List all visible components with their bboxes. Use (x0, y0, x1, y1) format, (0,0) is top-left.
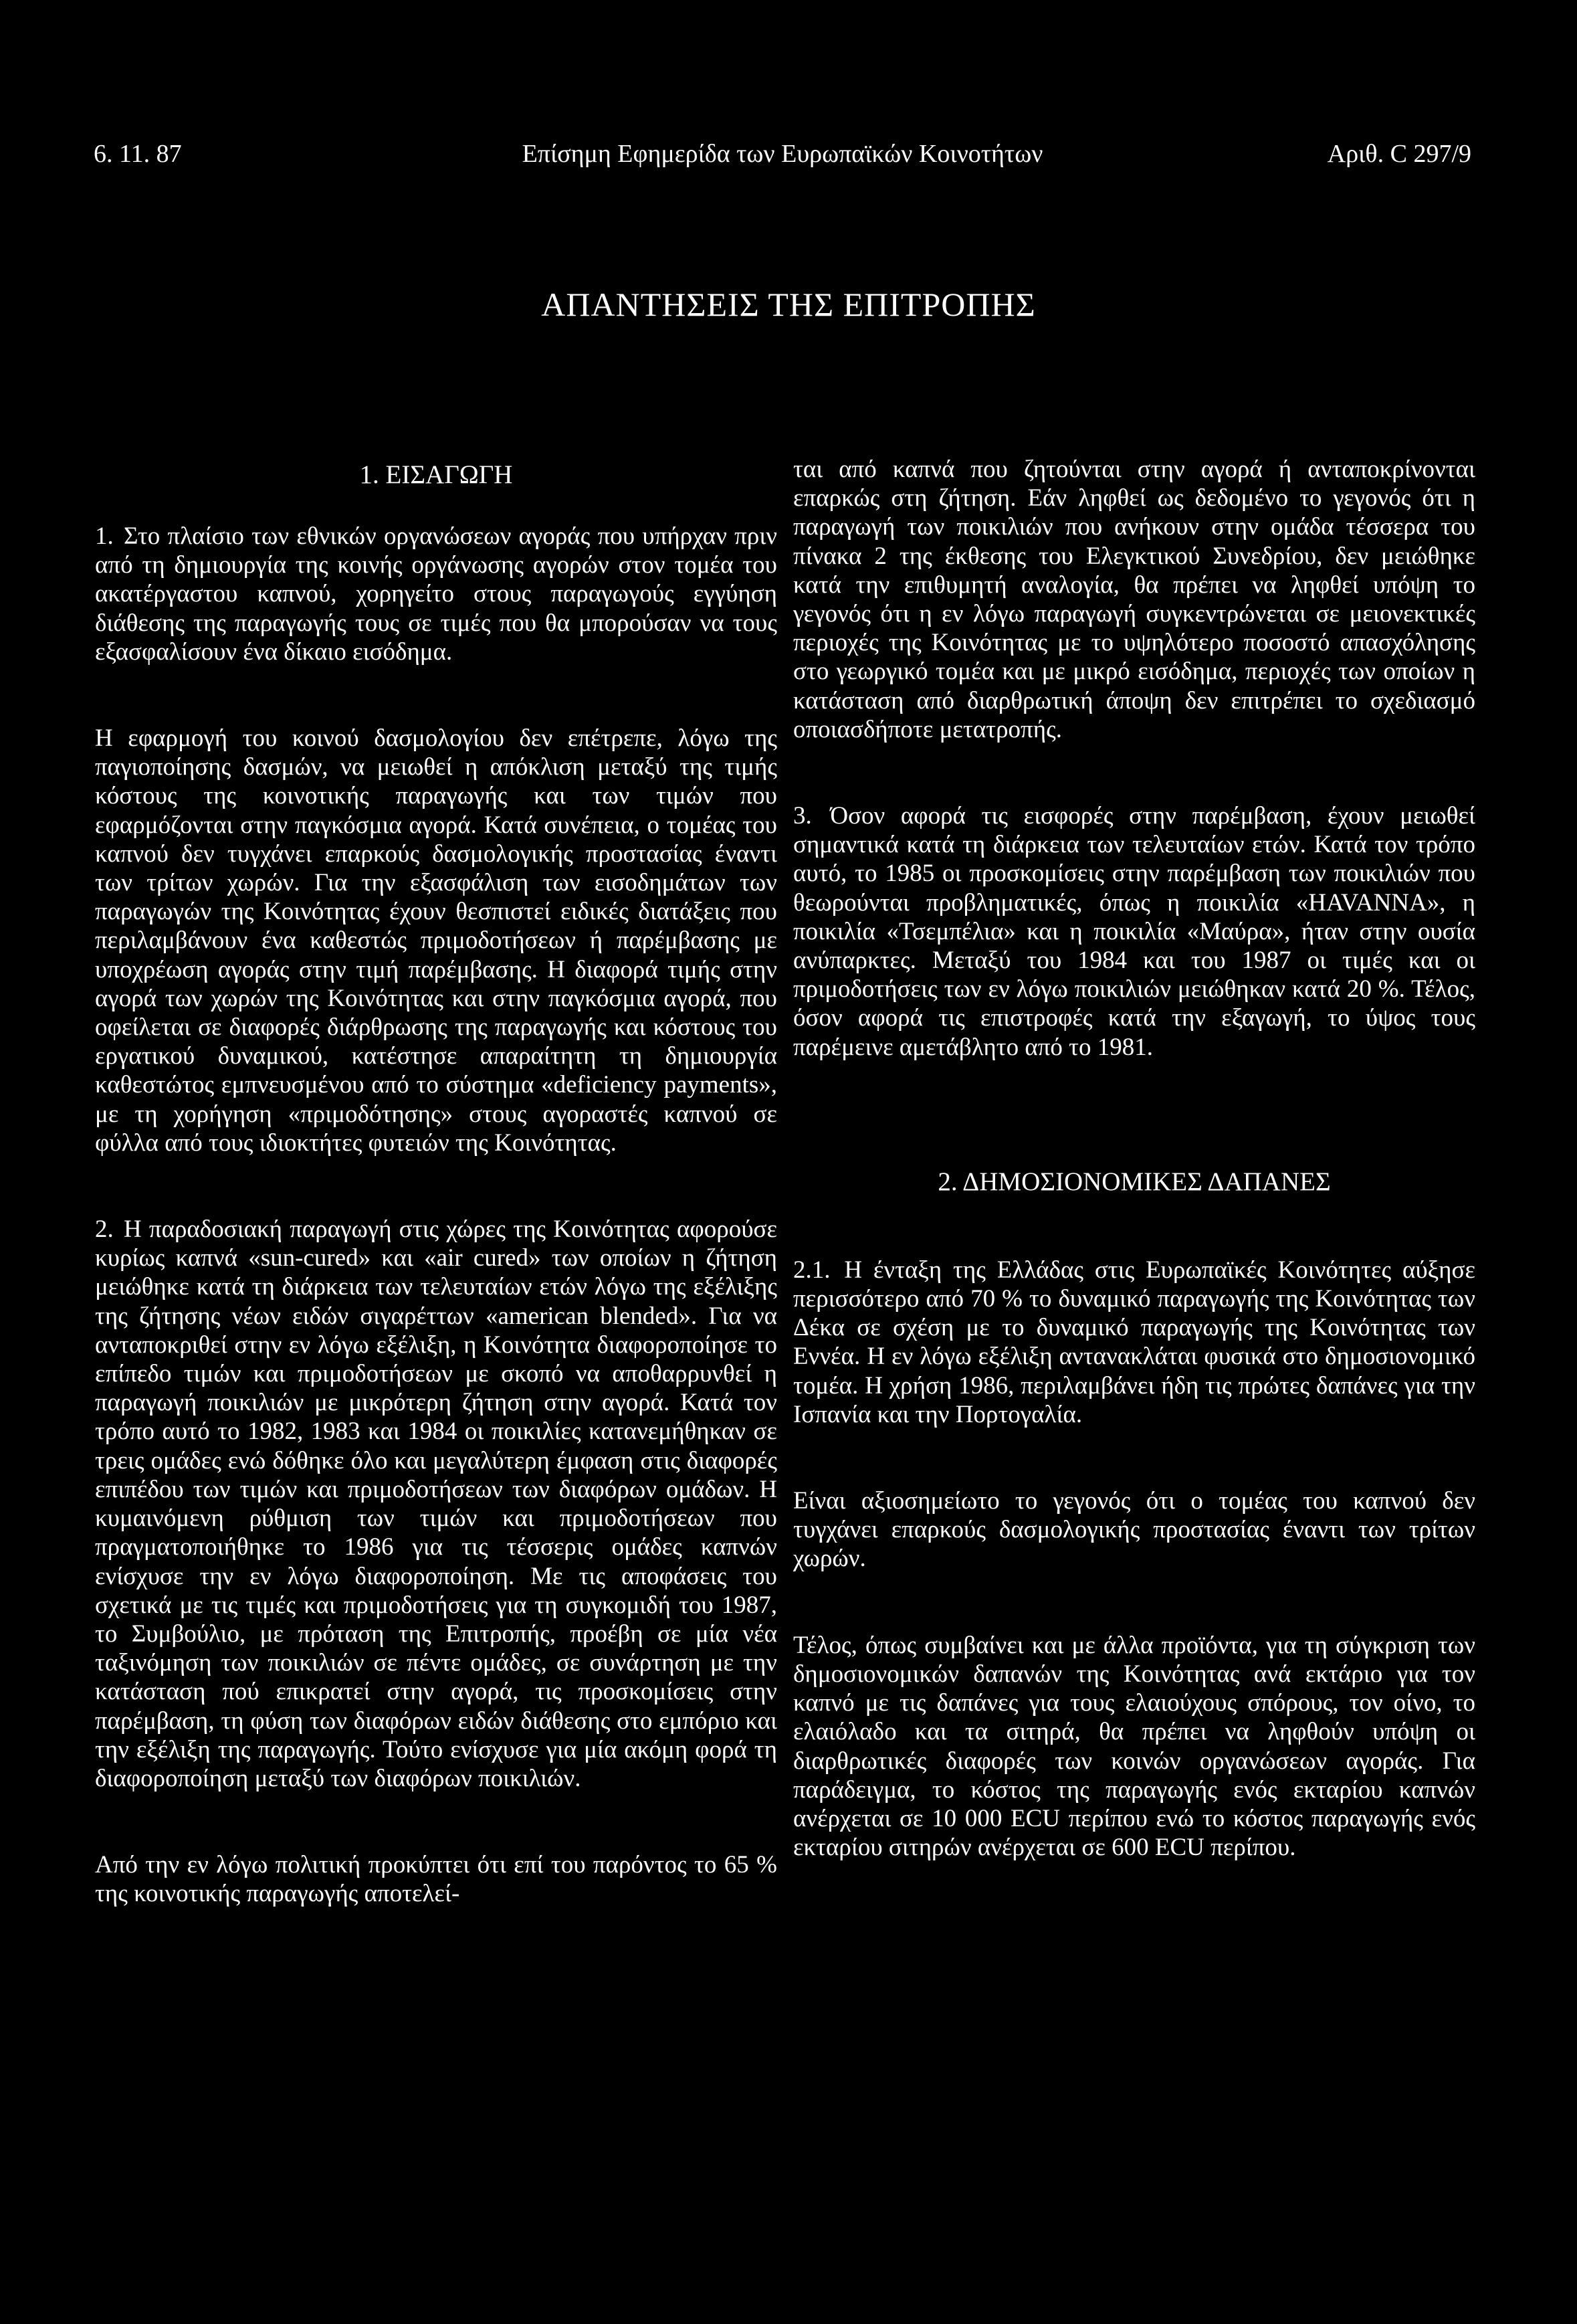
paragraph-text: Στο πλαίσιο των εθνικών οργανώσεων αγοράς που υπήρχαν πριν από τη δημιουργία της κοινής οργάνωσης αγορών στον τομέα του ακατέργαστου καπνού, χορηγείτο στους παραγωγούς εγγύηση διάθεσης της παραγωγής τους σε τιμές που θα μπορούσαν να τους εξασφαλίσουν ένα δίκαιο εισόδημα. (95, 522, 778, 666)
paragraph-text: Όσον αφορά τις εισφορές στην παρέμβαση, έχουν μειωθεί σημαντικά κατά τη διάρκεια των τελευταίων ετών. Κατά τον τρόπο αυτό, το 1985 οι προσκομίσεις στην παρέμβαση των ποικιλιών που θεωρούνται προβληματικές, όπως η ποικιλία «HAVANNA», η ποικιλία «Τσεμπέλια» και η ποικιλία «Μαύρα», ήταν στην ουσία ανύπαρκτες. Μεταξύ του 1984 και του 1987 οι τιμές και οι πριμοδοτήσεις των εν λόγω ποικιλιών μειώθηκαν κατά 20 %. Τέλος, όσον αφορά τις επιστροφές κατά την εξαγωγή, το ύψος τους παρέμεινε αμετάβλητο από το 1981. (793, 802, 1476, 1061)
paragraph-4: Από την εν λόγω πολιτική προκύπτει ότι επί του παρόντος το 65 % της κοινοτικής παραγωγής αποτελεί- (95, 1851, 777, 1908)
header-date: 6. 11. 87 (94, 140, 182, 168)
page-header (94, 134, 1471, 174)
section-heading-budget-expenditure: 2. ΔΗΜΟΣΙΟΝΟΜΙΚΕΣ ΔΑΠΑΝΕΣ (938, 1167, 1331, 1196)
paragraph-tariff-note: Είναι αξιοσημείωτο το γεγονός ότι ο τομέας του καπνού δεν τυγχάνει επαρκούς δασμολογικής προστασίας έναντι των τρίτων χωρών. (793, 1487, 1475, 1573)
paragraph-3-interventions (793, 801, 1475, 1062)
paragraph-comparison: Τέλος, όπως συμβαίνει και με άλλα προϊόντα, για τη σύγκριση των δημοσιονομικών δαπανών της Κοινότητας ανά εκτάριο για τον καπνό με τις δαπάνες για τους ελαιούχους σπόρους, τον οίνο, το ελαιόλαδο και τα σιτηρά, θα πρέπει να ληφθούν υπόψη οι διαρθρωτικές διαφορές των κοινών οργανώσεων αγοράς. Για παράδειγμα, το κόστος της παραγωγής ενός εκταρίου καπνών ανέρχεται σε 10 000 ECU περίπου ενώ το κόστος παραγωγής ενός εκταρίου σιτηρών ανέρχεται σε 600 ECU περίπου. (793, 1631, 1475, 1862)
paragraph-number: 2.1. (793, 1256, 831, 1284)
section-heading-introduction: 1. ΕΙΣΑΓΩΓΗ (359, 460, 513, 489)
paragraph-2-1 (793, 1256, 1475, 1429)
left-column (95, 455, 777, 1909)
header-journal-title: Επίσημη Εφημερίδα των Ευρωπαϊκών Κοινοτήτων (522, 140, 1043, 168)
paragraph-number: 1. (95, 522, 114, 550)
header-issue-number: Αριθ. C 297/9 (1327, 140, 1471, 168)
paragraph-1 (95, 522, 777, 666)
paragraph-number: 2. (95, 1216, 114, 1244)
paragraph-continued: ται από καπνά που ζητούνται στην αγορά ή ανταποκρίνονται επαρκώς στη ζήτηση. Εάν ληφθεί ως δεδομένο το γεγονός ότι η παραγωγή των ποικιλιών που ανήκουν στην ομάδα τέσσερα του πίνακα 2 της έκθεσης του Ελεγκτικού Συνεδρίου, δεν μειώθηκε κατά την επιθυμητή αναλογία, θα πρέπει να ληφθεί υπόψη το γεγονός ότι η εν λόγω παραγωγή συγκεντρώνεται σε μειονεκτικές περιοχές της Κοινότητας με το υψηλότερο ποσοστό απασχόλησης στο γεωργικό τομέα και με μικρό εισόδημα, περιοχές των οποίων η κατάσταση από διαρθρωτική άποψη δεν επιτρέπει το σχεδιασμό οποιασδήποτε μετατροπής. (793, 456, 1475, 743)
page-title: ΑΠΑΝΤΗΣΕΙΣ ΤΗΣ ΕΠΙΤΡΟΠΗΣ (541, 286, 1036, 323)
paragraph-3 (95, 1215, 777, 1793)
right-column (793, 455, 1475, 1862)
paragraph-2: Η εφαρμογή του κοινού δασμολογίου δεν επέτρεπε, λόγω της παγιοποίησης δασμών, να μειωθεί η απόκλιση μεταξύ της τιμής κόστους της κοινοτικής παραγωγής και των τιμών που εφαρμόζονται στην παγκόσμια αγορά. Κατά συνέπεια, ο τομέας του καπνού δεν τυγχάνει επαρκούς δασμολογικής προστασίας έναντι των τρίτων χωρών. Για την εξασφάλιση των εισοδημάτων των παραγωγών της Κοινότητας έχουν θεσπιστεί ειδικές διατάξεις που περιλαμβάνουν ένα καθεστώς πριμοδοτήσεων ή παρέμβασης με υποχρέωση αγοράς στην τιμή παρέμβασης. Η διαφορά τιμής στην αγορά των χωρών της Κοινότητας και στην παγκόσμια αγορά, που οφείλεται σε διαφορές διάρθρωσης της παραγωγής και κόστους του εργατικού δυναμικού, κατέστησε απαραίτητη τη δημιουργία καθεστώτος εμπνευσμένου από το σύστημα «deficiency payments», με τη χορήγηση «πριμοδότησης» στους αγοραστές καπνού σε φύλλα από τους ιδιοκτήτες φυτειών της Κοινότητας. (95, 724, 777, 1157)
paragraph-text: Η παραδοσιακή παραγωγή στις χώρες της Κοινότητας αφορούσε κυρίως καπνά «sun-cured» και «air cured» των οποίων η ζήτηση μειώθηκε κατά τη διάρκεια των τελευταίων ετών λόγω της εξέλιξης της ζήτησης νέων ειδών σιγαρέττων «american blended». Για να ανταποκριθεί στην εν λόγω εξέλιξη, η Κοινότητα διαφοροποίησε το επίπεδο τιμών και πριμοδοτήσεων με σκοπό να αποθαρρυνθεί η παραγωγή ποικιλιών με μικρότερη ζήτηση στην αγορά. Κατά τον τρόπο αυτό το 1982, 1983 και 1984 οι ποικιλίες κατανεμήθηκαν σε τρεις ομάδες ενώ δόθηκε όλο και μεγαλύτερη έμφαση στις διαφορές επιπέδου των τιμών και πριμοδοτήσεων των διαφόρων ομάδων. Η κυμαινόμενη ρύθμιση των τιμών και πριμοδοτήσεων που πραγματοποιήθηκε το 1986 για τις τέσσερις ομάδες καπνών ενίσχυσε την εν λόγω διαφοροποίηση. Με τις αποφάσεις του σχετικά με τις τιμές και πριμοδοτήσεις για τη συγκομιδή του 1987, το Συμβούλιο, με πρόταση της Επιτροπής, προέβη σε μία νέα ταξινόμηση των ποικιλιών σε πέντε ομάδες, σε συνάρτηση με την κατάσταση πού επικρατεί στην αγορά, τις προσκομίσεις στην παρέμβαση, τη φύση των διαφόρων ειδών διάθεσης στο εμπόριο και την εξέλιξη της παραγωγής. Τούτο ενίσχυσε για μία ακόμη φορά τη διαφοροποίηση μεταξύ των διαφόρων ποικιλιών. (95, 1216, 778, 1792)
paragraph-number: 3. (793, 802, 812, 830)
paragraph-text: Η ένταξη της Ελλάδας στις Ευρωπαϊκές Κοινότητες αύξησε περισσότερο από 70 % το δυναμικό παραγωγής της Κοινότητας των Δέκα σε σχέση με το δυναμικό παραγωγής της Κοινότητας των Εννέα. Η εν λόγω εξέλιξη αντανακλάται φυσικά στο δημοσιονομικό τομέα. Η χρήση 1986, περιλαμβάνει ήδη τις πρώτες δαπάνες για την Ισπανία και την Πορτογαλία. (793, 1256, 1476, 1428)
